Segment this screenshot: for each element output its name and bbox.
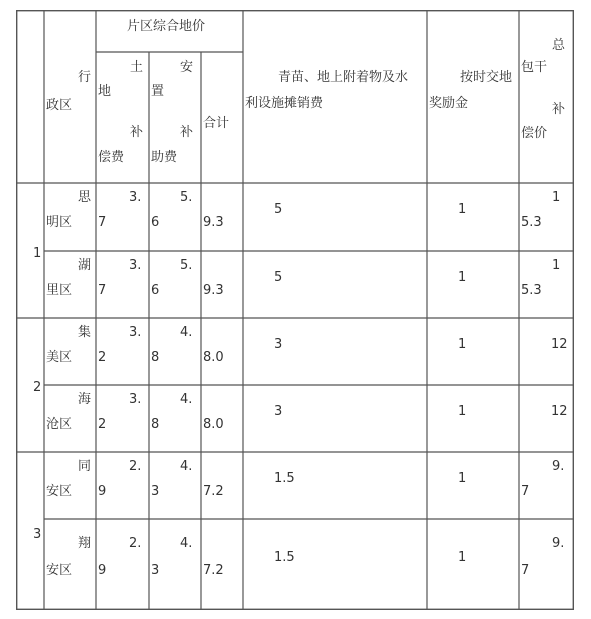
compensation-table	[16, 10, 574, 610]
header-package-d: 偿价	[521, 126, 548, 141]
total-value: 8.0	[203, 417, 224, 432]
header-land-comp-a: 土	[130, 60, 144, 75]
resettle-value: 4.	[180, 536, 193, 551]
region-name: 安区	[46, 484, 73, 499]
land-comp-value: 2.	[129, 459, 142, 474]
resettle-value: 4.	[180, 392, 193, 407]
header-resettle-d: 助费	[151, 150, 178, 165]
header-land-comp-c: 补	[130, 125, 144, 140]
resettle-value: 3	[151, 563, 160, 578]
group-number: 1	[33, 246, 42, 261]
total-value: 9.3	[203, 215, 224, 230]
package-value: 1	[552, 190, 561, 205]
land-comp-value: 3.	[129, 258, 142, 273]
header-crops-2: 利设施摊销费	[245, 96, 324, 111]
package-value: 5.3	[521, 215, 542, 230]
region-name: 安区	[46, 563, 73, 578]
award-value: 1	[458, 337, 467, 352]
header-region-2: 政区	[46, 98, 73, 113]
land-comp-value: 3.	[129, 392, 142, 407]
package-value: 7	[521, 484, 530, 499]
land-comp-value: 9	[98, 484, 107, 499]
header-crops-1: 青苗、地上附着物及水	[278, 70, 409, 85]
package-value: 9.	[552, 459, 565, 474]
total-value: 8.0	[203, 350, 224, 365]
resettle-value: 8	[151, 417, 160, 432]
header-resettle-c: 补	[180, 125, 194, 140]
resettle-value: 3	[151, 484, 160, 499]
header-region-1: 行	[78, 70, 92, 85]
total-value: 9.3	[203, 283, 224, 298]
crops-value: 1.5	[274, 550, 295, 565]
total-value: 7.2	[203, 563, 224, 578]
header-package-b: 包干	[521, 60, 548, 75]
resettle-value: 5.	[180, 258, 193, 273]
land-comp-value: 3.	[129, 190, 142, 205]
package-value: 9.	[552, 536, 565, 551]
region-name: 明区	[46, 215, 73, 230]
award-value: 1	[458, 404, 467, 419]
resettle-value: 5.	[180, 190, 193, 205]
header-land-comp-d: 偿费	[98, 150, 125, 165]
header-resettle-b: 置	[151, 84, 165, 99]
region-name: 沧区	[46, 417, 73, 432]
land-comp-value: 2.	[129, 536, 142, 551]
land-comp-value: 7	[98, 283, 107, 298]
award-value: 1	[458, 202, 467, 217]
package-value: 1	[552, 258, 561, 273]
package-value: 12	[551, 337, 568, 352]
header-land-price-group: 片区综合地价	[127, 19, 206, 34]
header-resettle-a: 安	[180, 60, 194, 75]
region-name: 里区	[46, 283, 73, 298]
crops-value: 5	[274, 270, 283, 285]
package-value: 7	[521, 563, 530, 578]
land-comp-value: 7	[98, 215, 107, 230]
region-name: 同	[78, 459, 92, 474]
resettle-value: 6	[151, 215, 160, 230]
region-name: 湖	[78, 258, 92, 273]
award-value: 1	[458, 270, 467, 285]
resettle-value: 6	[151, 283, 160, 298]
crops-value: 1.5	[274, 471, 295, 486]
header-award-2: 奖励金	[429, 96, 469, 111]
award-value: 1	[458, 471, 467, 486]
crops-value: 5	[274, 202, 283, 217]
header-package-a: 总	[552, 38, 566, 53]
resettle-value: 4.	[180, 325, 193, 340]
header-award-1: 按时交地	[460, 70, 513, 85]
group-number: 3	[33, 527, 42, 542]
package-value: 12	[551, 404, 568, 419]
region-name: 思	[78, 190, 92, 205]
land-comp-value: 2	[98, 417, 107, 432]
group-number: 2	[33, 380, 42, 395]
region-name: 集	[78, 325, 92, 340]
resettle-value: 4.	[180, 459, 193, 474]
resettle-value: 8	[151, 350, 160, 365]
header-land-comp-b: 地	[98, 84, 112, 99]
crops-value: 3	[274, 337, 283, 352]
region-name: 美区	[46, 350, 73, 365]
header-total: 合计	[203, 116, 230, 131]
land-comp-value: 3.	[129, 325, 142, 340]
land-comp-value: 2	[98, 350, 107, 365]
total-value: 7.2	[203, 484, 224, 499]
land-comp-value: 9	[98, 563, 107, 578]
crops-value: 3	[274, 404, 283, 419]
region-name: 海	[78, 392, 92, 407]
header-package-c: 补	[552, 102, 566, 117]
region-name: 翔	[78, 536, 92, 551]
award-value: 1	[458, 550, 467, 565]
package-value: 5.3	[521, 283, 542, 298]
